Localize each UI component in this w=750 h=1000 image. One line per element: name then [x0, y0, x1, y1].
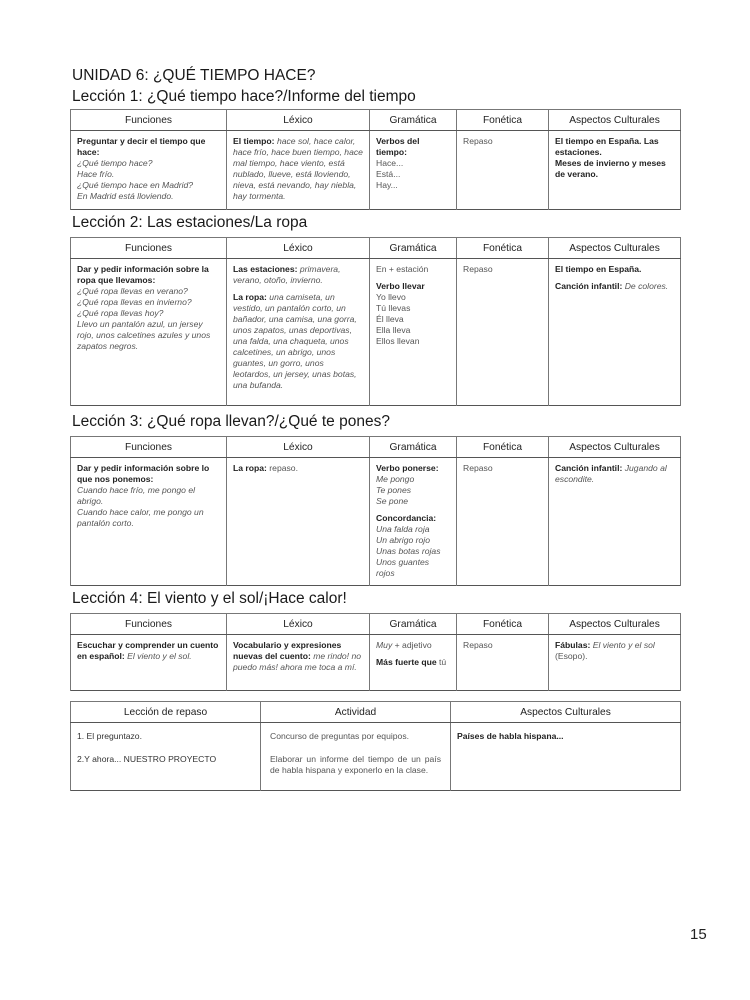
- funciones-cell: [71, 131, 227, 210]
- header-fonetica: Fonética: [457, 437, 549, 458]
- gramatica-line: Unas botas rojas: [376, 546, 441, 556]
- cultura-cell: [549, 259, 681, 406]
- lexico-text: me rindo! no puedo más! ahora me toca a mí.: [233, 651, 362, 672]
- funciones-intro: Escuchar y comprender un cuento en español:: [77, 640, 219, 661]
- cultura-cell: [549, 458, 681, 586]
- gramatica-line: Él lleva: [376, 314, 404, 324]
- example-line: ¿Qué tiempo hace?: [77, 158, 153, 168]
- fonetica-cell: Repaso: [457, 259, 549, 406]
- fonetica-cell: Repaso: [457, 458, 549, 586]
- header-funciones: Funciones: [71, 238, 227, 259]
- gramatica-line: Hace...: [376, 158, 404, 168]
- header-lexico: Léxico: [227, 437, 370, 458]
- lexico-label: Vocabulario y expresiones nuevas del cuento:: [233, 640, 342, 661]
- lesson-3-title: Lección 3: ¿Qué ropa llevan?/¿Qué te pones?: [72, 413, 390, 430]
- funciones-intro: Preguntar y decir el tiempo que hace:: [77, 136, 206, 157]
- cultura-cell: [549, 131, 681, 210]
- gramatica-cell: [370, 131, 457, 210]
- gramatica-line: Yo llevo: [376, 292, 406, 302]
- review-items-cell: [71, 723, 261, 791]
- example-line: Llevo un pantalón azul, un jersey rojo, unos calcetines azules y unos zapatos negros.: [77, 319, 211, 351]
- header-actividad: Actividad: [261, 702, 451, 723]
- fonetica-cell: Repaso: [457, 131, 549, 210]
- gramatica-word: Más fuerte que: [376, 657, 437, 667]
- gramatica-cell: [370, 635, 457, 691]
- header-gramatica: Gramática: [370, 437, 457, 458]
- lexico-text: primavera, verano, otoño, invierno.: [233, 264, 341, 285]
- header-lexico: Léxico: [227, 614, 370, 635]
- cultura-text: El viento y el sol: [592, 640, 655, 650]
- lexico-text: repaso.: [269, 463, 298, 473]
- gramatica-label: Verbos del tiempo:: [376, 136, 420, 157]
- funciones-cell: [71, 458, 227, 586]
- fonetica-cell: Repaso: [457, 635, 549, 691]
- review-item: 2.Y ahora... NUESTRO PROYECTO: [77, 754, 217, 764]
- review-item: 1. El preguntazo.: [77, 731, 142, 741]
- header-fonetica: Fonética: [457, 238, 549, 259]
- header-gramatica: Gramática: [370, 614, 457, 635]
- gramatica-label: Verbo llevar: [376, 281, 425, 291]
- cultura-line: El tiempo en España.: [555, 264, 642, 274]
- example-line: ¿Qué ropa llevas en verano?: [77, 286, 188, 296]
- lexico-text: hace sol, hace calor, hace frío, hace buen tiempo, hace mal tiempo, hace viento, está nublado, llueve, está lloviendo, nieva, está nevando, hay niebla, hay tormenta.: [233, 136, 363, 201]
- gramatica-line: Te pones: [376, 485, 412, 495]
- gramatica-line: Ella lleva: [376, 325, 411, 335]
- page-number: 15: [690, 926, 707, 943]
- header-fonetica: Fonética: [457, 614, 549, 635]
- lesson-4-table: [70, 613, 681, 691]
- review-cultura-cell: [451, 723, 681, 791]
- header-funciones: Funciones: [71, 110, 227, 131]
- lesson-3-table: [70, 436, 681, 586]
- header-funciones: Funciones: [71, 614, 227, 635]
- lexico-cell: [227, 458, 370, 586]
- lesson-2-title: Lección 2: Las estaciones/La ropa: [72, 214, 308, 231]
- gramatica-text: + adjetivo: [394, 640, 432, 650]
- cultura-label: Fábulas:: [555, 640, 591, 650]
- lesson-1-title: Lección 1: ¿Qué tiempo hace?/Informe del tiempo: [72, 88, 416, 105]
- example-line: ¿Qué ropa llevas hoy?: [77, 308, 164, 318]
- lexico-label: La ropa:: [233, 292, 267, 302]
- lesson-4-title: Lección 4: El viento y el sol/¡Hace calor!: [72, 590, 347, 607]
- example-line: ¿Qué tiempo hace en Madrid?: [77, 180, 194, 190]
- cultura-text: De colores.: [624, 281, 669, 291]
- review-cultura: Países de habla hispana...: [457, 731, 564, 741]
- header-aspectos-culturales: Aspectos Culturales: [549, 110, 681, 131]
- example-line: Cuando hace calor, me pongo un pantalón corto.: [77, 507, 204, 528]
- gramatica-line: Se pone: [376, 496, 409, 506]
- funciones-cell: [71, 635, 227, 691]
- lexico-label: El tiempo:: [233, 136, 275, 146]
- gramatica-cell: [370, 259, 457, 406]
- gramatica-line: Me pongo: [376, 474, 415, 484]
- gramatica-label: Concordancia:: [376, 513, 437, 523]
- example-line: Hace frío.: [77, 169, 115, 179]
- gramatica-line: Tú llevas: [376, 303, 411, 313]
- example-line: Cuando hace frío, me pongo el abrigo.: [77, 485, 196, 506]
- gramatica-line: Un abrigo rojo: [376, 535, 430, 545]
- header-funciones: Funciones: [71, 437, 227, 458]
- lexico-text: una camiseta, un vestido, un pantalón corto, un bañador, una camisa, una gorra, unos zapatos, unas deportivas, una falda, una chaqueta, unos calcetines, un abrigo, unos guantes, un gorro, unos leotardos, un jersey, unas botas, una bufanda.: [233, 292, 357, 390]
- lexico-label: Las estaciones:: [233, 264, 298, 274]
- header-aspectos-culturales: Aspectos Culturales: [549, 437, 681, 458]
- cultura-line: El tiempo en España. Las estaciones.: [555, 136, 659, 157]
- cultura-cell: [549, 635, 681, 691]
- funciones-intro: Dar y pedir información sobre la ropa que llevamos:: [77, 264, 209, 285]
- gramatica-line: Unos guantes rojos: [376, 557, 430, 578]
- cultura-suffix: (Esopo).: [555, 651, 588, 661]
- lexico-cell: [227, 131, 370, 210]
- lesson-1-table: [70, 109, 681, 210]
- funciones-intro: Dar y pedir información sobre lo que nos ponemos:: [77, 463, 210, 484]
- header-aspectos-culturales: Aspectos Culturales: [549, 614, 681, 635]
- funciones-text: El viento y el sol.: [127, 651, 192, 661]
- lexico-label: La ropa:: [233, 463, 267, 473]
- lesson-2-table: [70, 237, 681, 406]
- gramatica-word: Muy: [376, 640, 393, 650]
- header-fonetica: Fonética: [457, 110, 549, 131]
- cultura-line: Meses de invierno y meses de verano.: [555, 158, 666, 179]
- review-activity: Elaborar un informe del tiempo de un país de habla hispana y exponerlo en la clase.: [270, 754, 441, 775]
- example-line: En Madrid está lloviendo.: [77, 191, 174, 201]
- lexico-cell: [227, 259, 370, 406]
- gramatica-line: Una falda roja: [376, 524, 430, 534]
- header-lexico: Léxico: [227, 110, 370, 131]
- cultura-label: Canción infantil:: [555, 281, 623, 291]
- header-aspectos-culturales: Aspectos Culturales: [549, 238, 681, 259]
- cultura-text: Jugando al escondite.: [555, 463, 667, 484]
- header-aspectos-culturales: Aspectos Culturales: [451, 702, 681, 723]
- header-lexico: Léxico: [227, 238, 370, 259]
- gramatica-text: tú: [439, 657, 447, 667]
- gramatica-line: Hay...: [376, 180, 398, 190]
- example-line: ¿Qué ropa llevas en invierno?: [77, 297, 192, 307]
- header-leccion-de-repaso: Lección de repaso: [71, 702, 261, 723]
- header-gramatica: Gramática: [370, 238, 457, 259]
- lexico-cell: [227, 635, 370, 691]
- unit-title: UNIDAD 6: ¿QUÉ TIEMPO HACE?: [72, 67, 316, 84]
- gramatica-cell: [370, 458, 457, 586]
- cultura-label: Canción infantil:: [555, 463, 623, 473]
- review-table: [70, 701, 681, 791]
- gramatica-label: Verbo ponerse:: [376, 463, 439, 473]
- review-activity: Concurso de preguntas por equipos.: [270, 731, 410, 741]
- gramatica-line: Ellos llevan: [376, 336, 420, 346]
- review-activities-cell: [261, 723, 451, 791]
- header-gramatica: Gramática: [370, 110, 457, 131]
- gramatica-line: En + estación: [376, 264, 429, 274]
- funciones-cell: [71, 259, 227, 406]
- gramatica-line: Está...: [376, 169, 401, 179]
